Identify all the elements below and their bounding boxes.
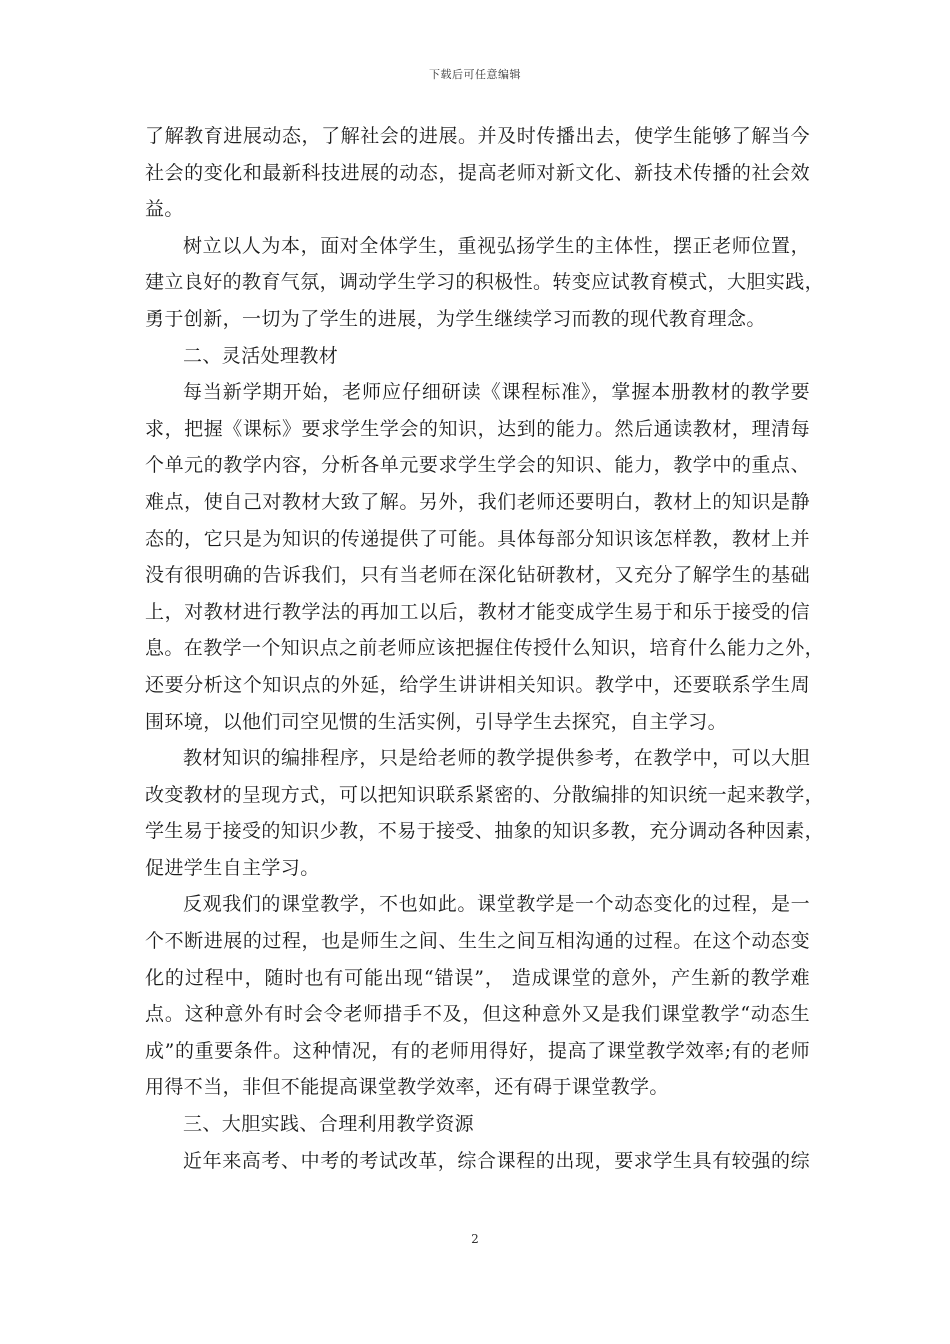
document-body xyxy=(145,118,825,1179)
text-line: 息。在教学一个知识点之前老师应该把握住传授什么知识，培育什么能力之外， xyxy=(145,637,825,660)
text-line: 近年来高考、中考的考试改革，综合课程的出现，要求学生具有较强的综 xyxy=(183,1149,810,1172)
page-number: 2 xyxy=(471,1232,479,1246)
text-line: 个不断进展的过程，也是师生之间、生生之间互相沟通的过程。在这个动态变 xyxy=(145,930,810,953)
text-line: 学生易于接受的知识少教，不易于接受、抽象的知识多教，充分调动各种因素， xyxy=(145,820,825,843)
text-line: 用得不当，非但不能提高课堂教学效率，还有碍于课堂教学。 xyxy=(145,1076,669,1099)
text-line: 每当新学期开始，老师应仔细研读《课程标准》，掌握本册教材的教学要 xyxy=(183,381,810,404)
text-line: 点。这种意外有时会令老师措手不及，但这种意外又是我们课堂教学“动态生 xyxy=(145,1003,810,1026)
text-line: 勇于创新，一切为了学生的进展，为学生继续学习而教的现代教育理念。 xyxy=(145,307,766,330)
text-line: 上，对教材进行教学法的再加工以后，教材才能变成学生易于和乐于接受的信 xyxy=(145,600,810,623)
text-line: 促进学生自主学习。 xyxy=(145,856,320,879)
text-line: 社会的变化和最新科技进展的动态，提高老师对新文化、新技术传播的社会效 xyxy=(145,161,810,184)
text-line: 化的过程中，随时也有可能出现“错误”， 造成课堂的意外，产生新的教学难 xyxy=(145,966,810,989)
page-header: 下载后可任意编辑 xyxy=(429,68,521,81)
text-line: 难点，使自己对教材大致了解。另外，我们老师还要明白，教材上的知识是静 xyxy=(145,490,810,513)
text-line: 建立良好的教育气氛，调动学生学习的积极性。转变应试教育模式，大胆实践， xyxy=(145,271,825,294)
text-line: 反观我们的课堂教学，不也如此。课堂教学是一个动态变化的过程，是一 xyxy=(183,893,810,916)
text-line: 求，把握《课标》要求学生学会的知识，达到的能力。然后通读教材，理清每 xyxy=(145,417,810,440)
text-line: 成”的重要条件。这种情况，有的老师用得好，提高了课堂教学效率;有的老师 xyxy=(145,1039,810,1062)
text-line: 益。 xyxy=(145,198,184,221)
text-line: 三、大胆实践、合理利用教学资源 xyxy=(183,1113,475,1136)
text-line: 教材知识的编排程序，只是给老师的教学提供参考，在教学中，可以大胆 xyxy=(183,747,810,770)
text-line: 改变教材的呈现方式，可以把知识联系紧密的、分散编排的知识统一起来教学， xyxy=(145,783,825,806)
text-line: 了解教育进展动态，了解社会的进展。并及时传播出去，使学生能够了解当今 xyxy=(145,125,810,147)
text-line: 围环境，以他们司空见惯的生活实例，引导学生去探究，自主学习。 xyxy=(145,710,728,733)
text-line: 个单元的教学内容，分析各单元要求学生学会的知识、能力，教学中的重点、 xyxy=(145,454,810,477)
text-line: 树立以人为本，面对全体学生，重视弘扬学生的主体性，摆正老师位置， xyxy=(183,234,810,257)
text-line: 没有很明确的告诉我们，只有当老师在深化钻研教材，又充分了解学生的基础 xyxy=(145,564,810,587)
text-line: 还要分析这个知识点的外延，给学生讲讲相关知识。教学中，还要联系学生周 xyxy=(145,673,810,696)
text-line: 态的，它只是为知识的传递提供了可能。具体每部分知识该怎样教，教材上并 xyxy=(145,527,810,550)
text-line: 二、灵活处理教材 xyxy=(183,344,339,367)
